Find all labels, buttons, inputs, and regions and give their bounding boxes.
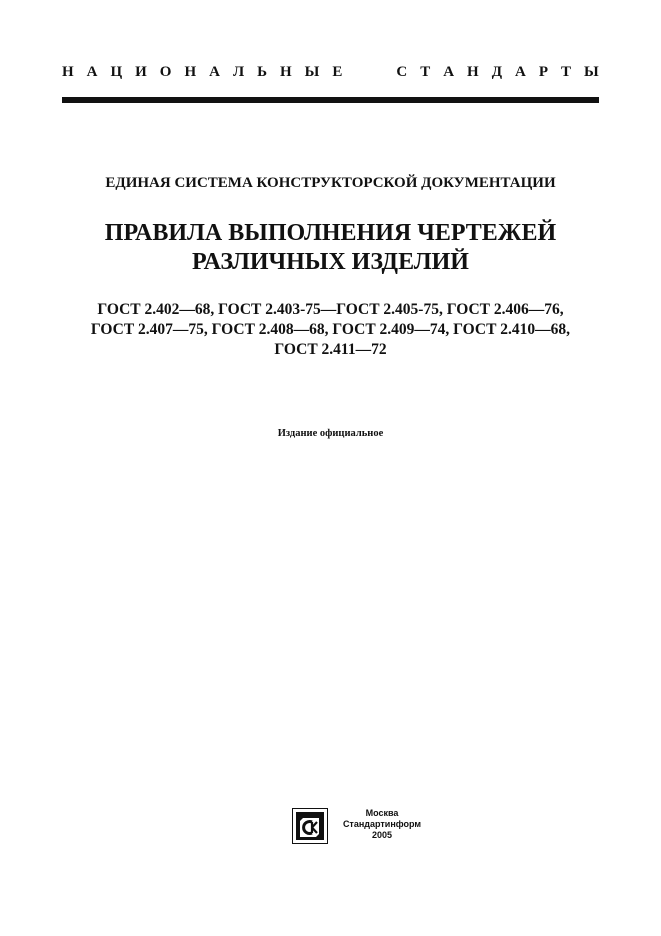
series-word-gap (355, 64, 383, 81)
publisher-year: 2005 (371, 830, 393, 840)
series-letter: Н (184, 64, 197, 80)
series-letter: И (135, 64, 147, 80)
series-letter: Н (467, 64, 479, 80)
series-letter: Н (62, 64, 74, 80)
series-letter: Ы (583, 64, 599, 80)
publisher-name: Стандартинформ (342, 819, 422, 829)
publisher-block (334, 808, 430, 841)
series-letter: А (86, 64, 98, 80)
series-letter: Т (420, 64, 431, 80)
series-letter: А (443, 64, 455, 80)
series-letter: Ц (110, 64, 123, 80)
header-rule (62, 97, 599, 103)
title-line: ПРАВИЛА ВЫПОЛНЕНИЯ ЧЕРТЕЖЕЙ (104, 220, 557, 246)
series-header (62, 64, 599, 81)
series-letter: Ь (257, 64, 268, 80)
title-line: РАЗЛИЧНЫХ ИЗДЕЛИЙ (192, 249, 469, 275)
publisher-city: Москва (365, 808, 399, 818)
document-title (0, 219, 661, 277)
series-letter: Л (232, 64, 245, 80)
standartinform-logo-icon (292, 808, 328, 844)
gost-line: ГОСТ 2.407—75, ГОСТ 2.408—68, ГОСТ 2.409—74, ГОСТ 2.410—68, (90, 321, 571, 338)
series-letter: Т (560, 64, 571, 80)
series-letter: Ы (304, 64, 320, 80)
series-letter: А (515, 64, 526, 80)
series-letter: Д (491, 64, 503, 80)
series-letter: А (209, 64, 220, 80)
series-letter: С (396, 64, 408, 80)
series-letter: Р (538, 64, 548, 80)
gost-line: ГОСТ 2.411—72 (274, 341, 387, 358)
gost-line: ГОСТ 2.402—68, ГОСТ 2.403-75—ГОСТ 2.405-75, ГОСТ 2.406—76, (97, 301, 564, 318)
series-letter: Е (332, 64, 343, 80)
series-letter: О (159, 64, 172, 80)
series-letter: Н (280, 64, 292, 80)
system-title: ЕДИНАЯ СИСТЕМА КОНСТРУКТОРСКОЙ ДОКУМЕНТАЦИИ (105, 175, 556, 191)
edition-label: Издание официальное (277, 428, 384, 439)
gost-list (0, 300, 661, 360)
